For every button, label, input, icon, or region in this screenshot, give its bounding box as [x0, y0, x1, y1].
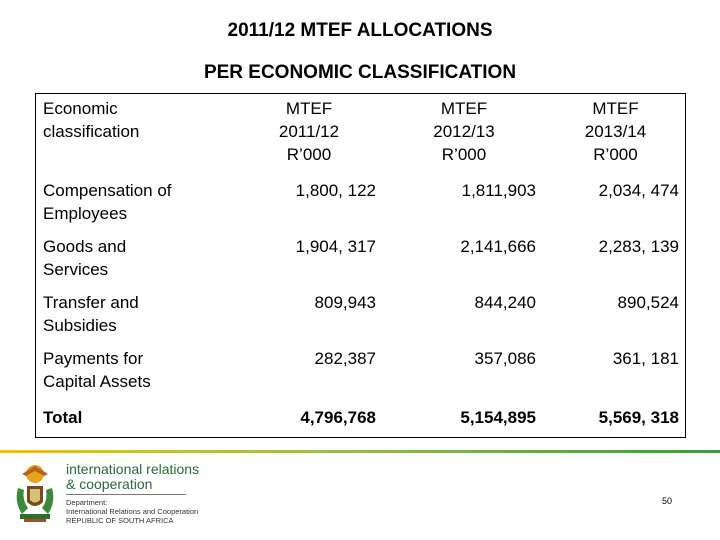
total-value: 4,796,768 [300, 408, 376, 427]
coat-of-arms-icon [10, 462, 60, 526]
row-label: Goods and Services [43, 237, 127, 279]
cell-value: 2,034, 474 [598, 181, 679, 200]
cell-value: 1,800, 122 [295, 181, 376, 200]
brand-subtitle: Department: International Relations and Cooperation REPUBLIC OF SOUTH AFRICA [66, 498, 199, 525]
cell-value: 282,387 [314, 349, 376, 368]
cell-value: 844,240 [474, 293, 536, 312]
cell-value: 2,283, 139 [598, 237, 679, 256]
brand-name-line1: international relations [66, 461, 200, 477]
row-label: Transfer and Subsidies [43, 293, 139, 335]
brand-divider [66, 494, 186, 495]
table-header-row [36, 94, 687, 179]
total-label: Total [43, 408, 83, 427]
header-economic-classification: Economic classification [43, 99, 140, 141]
header-mtef-2011-12: MTEF 2011/12 R’000 [278, 99, 340, 164]
total-row [36, 403, 687, 429]
row-label: Compensation of Employees [43, 181, 172, 223]
page-title: 2011/12 MTEF ALLOCATIONS [227, 20, 493, 41]
footer-divider [0, 450, 720, 453]
cell-value: 1,904, 317 [295, 237, 376, 256]
header-mtef-2012-13: MTEF 2012/13 R’000 [433, 99, 495, 164]
page-subtitle: PER ECONOMIC CLASSIFICATION [203, 62, 517, 83]
table-row [36, 347, 687, 403]
cell-value: 2,141,666 [460, 237, 536, 256]
total-value: 5,154,895 [460, 408, 536, 427]
page-number: 50 [662, 496, 673, 506]
cell-value: 357,086 [474, 349, 536, 368]
brand-name-line2: & cooperation [66, 476, 153, 492]
total-value: 5,569, 318 [598, 408, 679, 427]
organisation-brand [66, 462, 226, 525]
row-label: Payments for Capital Assets [43, 349, 151, 391]
allocations-table [35, 93, 686, 438]
cell-value: 809,943 [314, 293, 376, 312]
cell-value: 1,811,903 [461, 181, 536, 200]
table-row [36, 179, 687, 235]
cell-value: 890,524 [617, 293, 679, 312]
cell-value: 361, 181 [612, 349, 679, 368]
header-mtef-2013-14: MTEF 2013/14 R’000 [584, 99, 647, 164]
table-row [36, 235, 687, 291]
table-row [36, 291, 687, 347]
